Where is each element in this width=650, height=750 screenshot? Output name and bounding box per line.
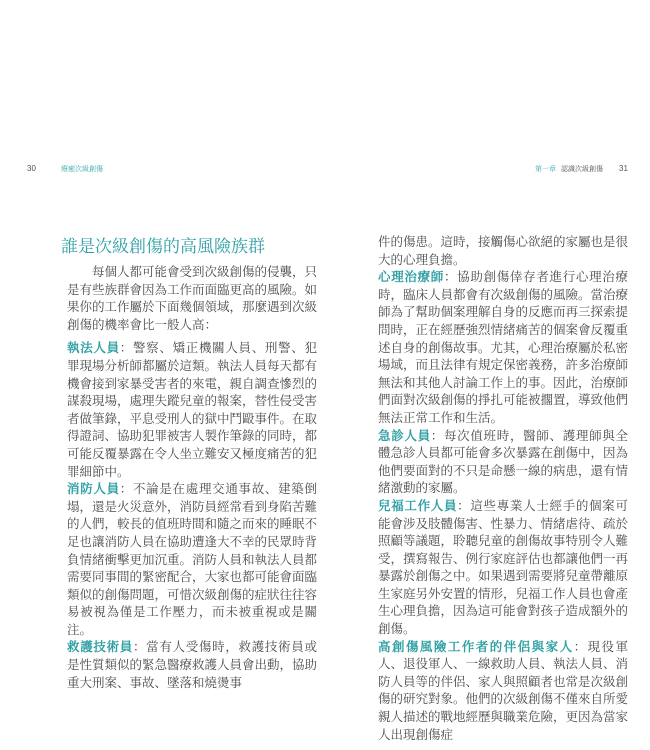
entry-label: 兒福工作人員 (378, 497, 458, 513)
running-head: 療癒次級創傷 (61, 165, 103, 173)
left-body-text (67, 263, 317, 691)
entry-label: 急診人員 (378, 427, 431, 443)
running-head: 認識次級創傷 (561, 165, 603, 173)
entry-paragraph (67, 638, 317, 691)
section-heading: 誰是次級創傷的高風險族群 (61, 237, 265, 257)
entry-paragraph (378, 638, 628, 744)
entry-label: 救護技術員 (67, 639, 133, 655)
chapter-label: 第一章 (535, 165, 556, 173)
entry-text: ：不論是在處理交通事故、建築倒塌，還是火災意外，消防員經常看到身陷苦難的人們，較長的值班時間和隨之而來的睡眠不足也讓消防人員在協助遭逢大不幸的民眾時背負情緒衝擊更加沉重。消防人員和執法人員都需要同事間的緊密配合，大家也都可能會面臨類似的創傷問題，可惜次級創傷的症狀往往容易被視為僅是工作壓力，而未被重視或是關注。 (67, 481, 318, 637)
entry-paragraph (378, 268, 628, 426)
entry-text: ：協助創傷倖存者進行心理治療時，臨床人員都會有次級創傷的風險。當治療師為了幫助個案理解自身的反應而再三探索提問時，正在經歷強烈情緒痛苦的個案會反覆重述自身的創傷故事。尤其，心理治療屬於私密場域，而且法律有規定保密義務，許多治療師無法和其他人討論工作上的事。因此，治療師們面對次級創傷的掙扎可能被擱置，導致他們無法正常工作和生活。 (378, 269, 629, 425)
entry-label: 高創傷風險工作者的伴侶與家人 (378, 638, 574, 654)
page-number: 31 (619, 164, 628, 173)
entry-paragraph (378, 497, 628, 638)
entry-label: 執法人員 (67, 340, 120, 356)
page-number: 30 (27, 164, 36, 173)
entry-paragraph (67, 480, 317, 638)
entry-paragraph (378, 427, 628, 497)
right-body-text (378, 233, 628, 743)
entry-text: ：每次值班時，醫師、護理師與全體急診人員都可能會多次暴露在創傷中，因為他們要面對的不只是命懸一線的病患，還有情緒激動的家屬。 (378, 427, 629, 496)
entry-paragraph (67, 339, 317, 480)
entry-text: ：警察、矯正機關人員、刑警、犯罪現場分析師都屬於這類。執法人員每天都有機會接到家暴受害者的來電，親自調查慘烈的謀殺現場，處理失蹤兒童的報案，替性侵受害者做筆錄，平息受刑人的獄中鬥毆事件。在取得證詞、協助犯罪被害人製作筆錄的同時，都可能反覆暴露在令人坐立難安又極度痛苦的犯罪細節中。 (67, 340, 318, 479)
entry-text: ：這些專業人士經手的個案可能會涉及肢體傷害、性暴力、情緒虐待、疏於照顧等議題，聆聽兒童的創傷故事特別令人難受，撰寫報告、例行家庭評估也都讓他們一再暴露於創傷之中。如果遇到需要將兒童帶離原生家庭另外安置的情形，兒福工作人員也會產生心理負擔，因為這可能會對孩子造成額外的創傷。 (378, 497, 629, 637)
entry-label: 心理治療師 (378, 269, 444, 285)
entry-text: ：現役軍人、退役軍人、一線救助人員、執法人員、消防人員等的伴侶、家人與照顧者也常是次級創傷的研究對象。他們的次級創傷不僅來自所愛親人描述的戰地經歷與職業危險，更因為當家人出現創傷症 (378, 638, 629, 742)
entry-text: ：當有人受傷時，救護技術員或是性質類似的緊急醫療救護人員會出動，協助重大刑案、事故、墜落和燒燙事 (67, 639, 318, 690)
intro-paragraph: 每個人都可能會受到次級創傷的侵襲，只是有些族群會因為工作而面臨更高的風險。如果你的工作屬於下面幾個領域，那麼遇到次級創傷的機率會比一般人高： (67, 264, 318, 332)
continuation-paragraph: 件的傷患。這時，接觸傷心欲絕的家屬也是很大的心理負擔。 (378, 234, 629, 267)
entry-label: 消防人員 (67, 481, 120, 497)
